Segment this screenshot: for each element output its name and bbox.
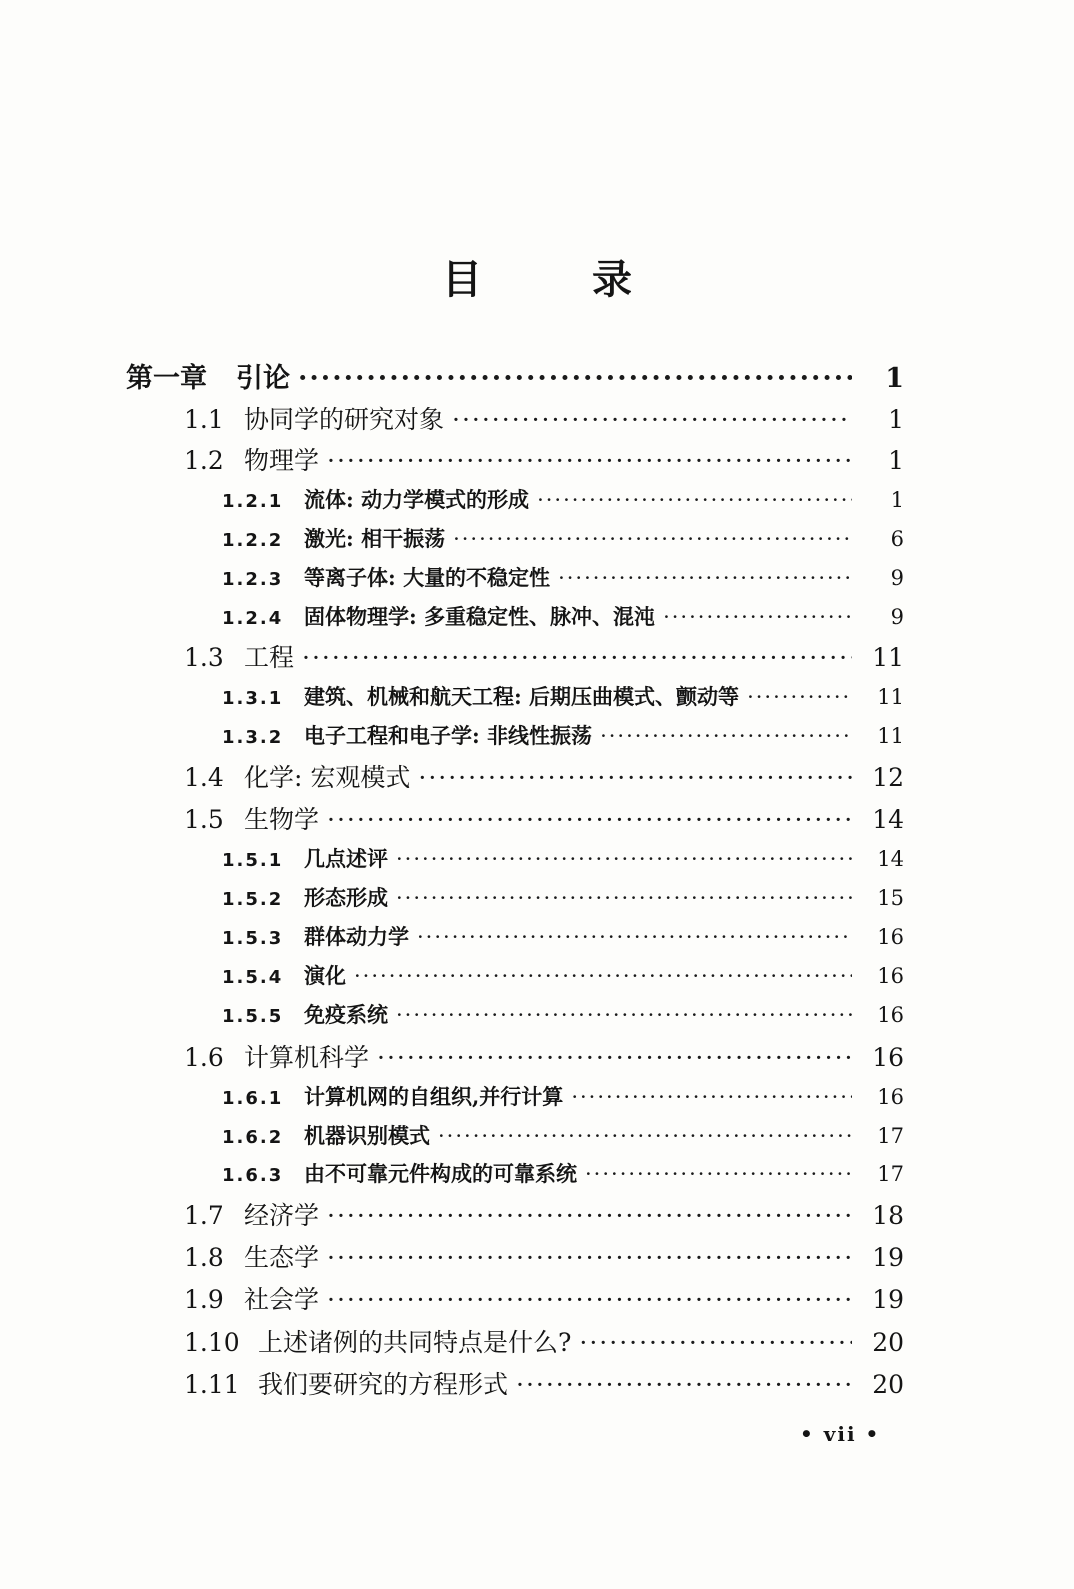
toc-entry[interactable]	[222, 484, 904, 514]
dot-leader	[396, 847, 852, 871]
toc-entry-page: 17	[877, 1124, 904, 1148]
toc-entry-page: 11	[877, 685, 904, 709]
toc-entry-title: 群体动力学	[304, 924, 409, 949]
toc-entry-number: 1.3.2	[222, 727, 284, 748]
toc-entry-title: 引论	[236, 363, 290, 394]
toc-entry-number: 1.2.1	[222, 491, 284, 512]
toc-entry-title: 等离子体: 大量的不稳定性	[304, 565, 551, 590]
toc-entry-title: 流体: 动力学模式的形成	[304, 487, 530, 512]
toc-entry-page: 6	[890, 527, 904, 551]
toc-entry[interactable]	[126, 356, 904, 395]
dot-leader	[579, 1328, 852, 1357]
toc-entry-title: 上述诸例的共同特点是什么?	[258, 1328, 572, 1357]
toc-entry[interactable]	[184, 1280, 904, 1316]
toc-entry[interactable]	[222, 523, 904, 553]
toc-entry-number: 1.2	[184, 446, 224, 475]
toc-entry-title: 工程	[244, 643, 295, 672]
toc-entry-number: 1.7	[184, 1201, 224, 1230]
dot-leader	[453, 527, 852, 551]
toc-entry-number: 1.3.1	[222, 688, 284, 709]
toc-entry-title: 经济学	[244, 1201, 320, 1230]
toc-entry-page: 16	[877, 925, 904, 949]
toc-entry[interactable]	[222, 1081, 904, 1111]
toc-entry-page: 19	[872, 1285, 904, 1314]
toc-entry-page: 20	[872, 1370, 904, 1399]
toc-entry[interactable]	[184, 1238, 904, 1274]
toc-entry-title: 演化	[304, 963, 346, 988]
dot-leader	[600, 724, 852, 748]
toc-entry[interactable]	[184, 1038, 904, 1074]
toc-entry-number: 1.5.2	[222, 889, 284, 910]
toc-entry-number: 1.2.4	[222, 608, 284, 629]
toc-entry-number: 1.10	[184, 1328, 240, 1357]
toc-entry-number: 1.8	[184, 1243, 224, 1272]
toc-entry-number: 1.9	[184, 1285, 224, 1314]
dot-leader	[354, 964, 852, 988]
toc-entry-page: 14	[877, 847, 904, 871]
toc-entry[interactable]	[184, 1365, 904, 1401]
dot-leader	[663, 605, 852, 629]
toc-entry-title: 形态形成	[304, 885, 388, 910]
title-char-left: 目	[442, 256, 482, 303]
toc-entry[interactable]	[222, 562, 904, 592]
toc-entry-title: 社会学	[244, 1285, 320, 1314]
toc-entry-page: 18	[872, 1201, 904, 1230]
toc-entry-page: 1	[885, 363, 904, 394]
toc-entry[interactable]	[222, 843, 904, 873]
toc-entry-number: 1.2.3	[222, 569, 284, 590]
dot-leader	[396, 886, 852, 910]
toc-entry[interactable]	[184, 800, 904, 836]
toc-entry-number: 1.6	[184, 1043, 224, 1072]
dot-leader	[327, 1285, 852, 1314]
dot-leader	[298, 363, 852, 394]
toc-entry-number: 1.1	[184, 405, 224, 434]
toc-entry-title: 化学: 宏观模式	[244, 763, 411, 792]
toc-entry-number: 1.5.3	[222, 928, 284, 949]
toc-entry[interactable]	[222, 720, 904, 750]
toc-entry-number: 1.6.2	[222, 1127, 284, 1148]
toc-entry[interactable]	[184, 1323, 904, 1359]
toc-entry[interactable]	[222, 960, 904, 990]
toc-entry-title: 几点述评	[304, 846, 388, 871]
toc-entry-page: 19	[872, 1243, 904, 1272]
dot-leader	[571, 1085, 852, 1109]
toc-entry-title: 物理学	[244, 446, 320, 475]
dot-leader	[377, 1043, 852, 1072]
toc-entry-title: 激光: 相干振荡	[304, 526, 446, 551]
toc-entry-title: 由不可靠元件构成的可靠系统	[304, 1161, 577, 1186]
toc-entry[interactable]	[222, 601, 904, 631]
toc-entry-page: 16	[872, 1043, 904, 1072]
toc-entry[interactable]	[184, 400, 904, 436]
dot-leader	[327, 1243, 852, 1272]
dot-leader	[747, 685, 852, 709]
toc-entry-title: 生物学	[244, 805, 320, 834]
dot-leader	[396, 1003, 852, 1027]
toc-entry-title: 免疫系统	[304, 1002, 388, 1027]
dot-leader	[302, 643, 852, 672]
toc-entry-page: 9	[890, 566, 904, 590]
dot-leader	[417, 925, 852, 949]
toc-entry[interactable]	[184, 1196, 904, 1232]
toc-entry-page: 1	[888, 446, 904, 475]
toc-entry-title: 协同学的研究对象	[244, 405, 445, 434]
page-number: • vii •	[800, 1422, 881, 1446]
toc-entry[interactable]	[222, 921, 904, 951]
dot-leader	[327, 1201, 852, 1230]
toc-entry[interactable]	[222, 999, 904, 1029]
dot-leader	[418, 763, 852, 792]
toc-entry-page: 1	[890, 488, 904, 512]
toc-entry-page: 12	[872, 763, 904, 792]
toc-entry-title: 计算机科学	[244, 1043, 370, 1072]
toc-entry-page: 11	[872, 643, 904, 672]
dot-leader	[558, 566, 852, 590]
toc-entry-number: 1.3	[184, 643, 224, 672]
toc-entry-page: 17	[877, 1162, 904, 1186]
toc-entry[interactable]	[222, 882, 904, 912]
toc-entry[interactable]	[222, 1120, 904, 1150]
toc-entry-number: 第一章	[126, 363, 207, 394]
toc-entry-title: 机器识别模式	[304, 1123, 430, 1148]
title-char-right: 录	[592, 256, 632, 303]
toc-entry-number: 1.6.3	[222, 1165, 284, 1186]
dot-leader	[327, 805, 852, 834]
toc-entry-page: 1	[888, 405, 904, 434]
toc-entry-page: 14	[872, 805, 904, 834]
dot-leader	[516, 1370, 852, 1399]
dot-leader	[585, 1162, 852, 1186]
toc-entry-page: 11	[877, 724, 904, 748]
toc-entry-number: 1.5.4	[222, 967, 284, 988]
toc-entry-title: 生态学	[244, 1243, 320, 1272]
toc-entry-title: 计算机网的自组织,并行计算	[304, 1084, 564, 1109]
dot-leader	[452, 405, 852, 434]
toc-entry-title: 电子工程和电子学: 非线性振荡	[304, 723, 593, 748]
toc-entry-number: 1.5.5	[222, 1006, 284, 1027]
toc-entry-number: 1.2.2	[222, 530, 284, 551]
toc-entry-page: 16	[877, 1003, 904, 1027]
toc-entry[interactable]	[222, 1158, 904, 1188]
dot-leader	[438, 1124, 852, 1148]
toc-entry-title: 固体物理学: 多重稳定性、脉冲、混沌	[304, 604, 656, 629]
dot-leader	[537, 488, 852, 512]
toc-entry-number: 1.6.1	[222, 1088, 284, 1109]
toc-entry-page: 15	[877, 886, 904, 910]
toc-entry[interactable]	[184, 638, 904, 674]
toc-entry-title: 我们要研究的方程形式	[258, 1370, 509, 1399]
toc-entry[interactable]	[184, 758, 904, 794]
toc-entry-number: 1.5	[184, 805, 224, 834]
toc-entry-page: 16	[877, 964, 904, 988]
toc-entry[interactable]	[222, 681, 904, 711]
toc-entry-page: 20	[872, 1328, 904, 1357]
toc-entry-page: 9	[890, 605, 904, 629]
toc-entry-number: 1.11	[184, 1370, 240, 1399]
toc-entry-number: 1.4	[184, 763, 224, 792]
dot-leader	[327, 446, 852, 475]
toc-entry-number: 1.5.1	[222, 850, 284, 871]
toc-entry-title: 建筑、机械和航天工程: 后期压曲模式、颤动等	[304, 684, 740, 709]
toc-entry-page: 16	[877, 1085, 904, 1109]
toc-entry[interactable]	[184, 441, 904, 477]
